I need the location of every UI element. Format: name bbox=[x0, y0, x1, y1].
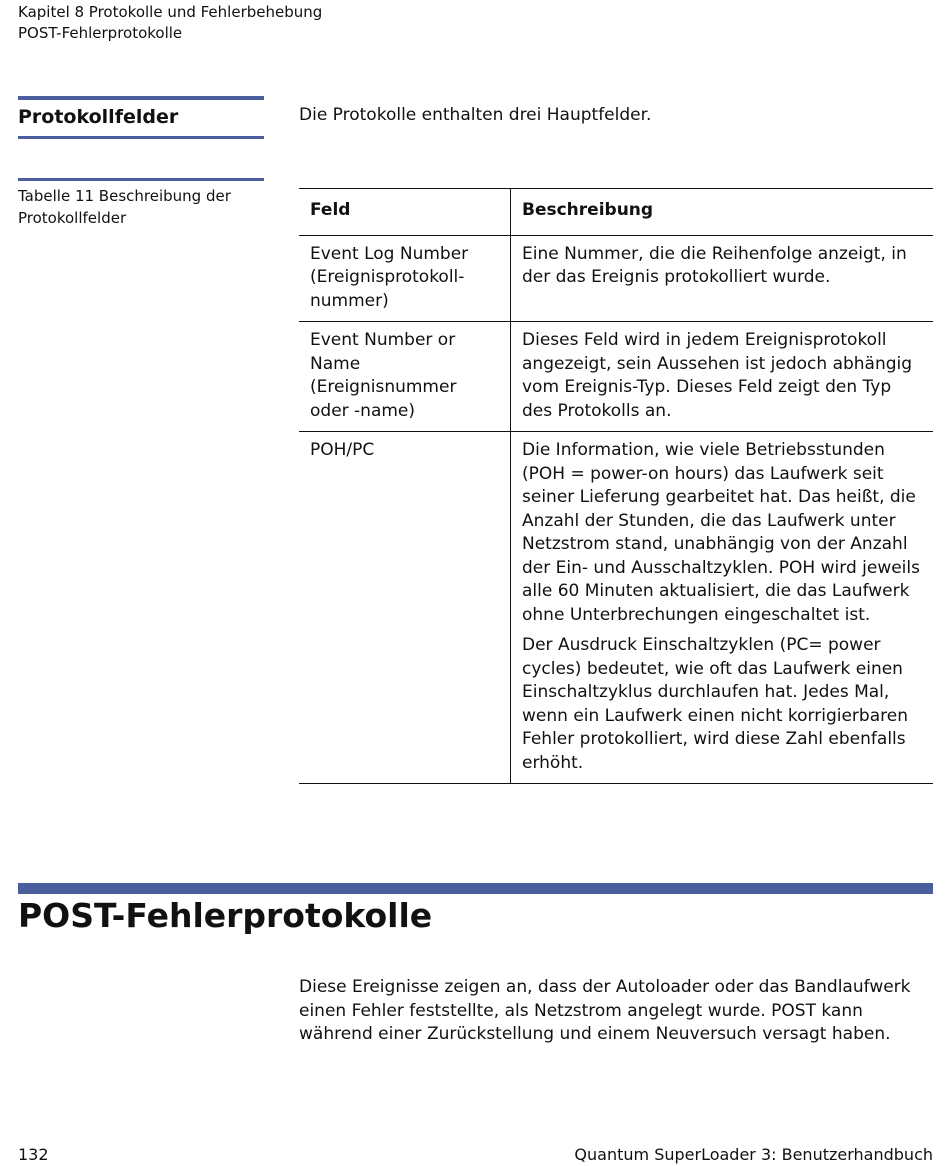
table-cell-field: Event Log Number (Ereignisprotokoll-nummer) bbox=[299, 235, 511, 322]
description-paragraph: Dieses Feld wird in jedem Ereignisprotokoll angezeigt, sein Aussehen ist jedoch abhängig vom Ereignis-Typ. Dieses Feld zeigt den Typ des Protokolls an. bbox=[522, 330, 913, 421]
section-title: POST-Fehlerprotokolle bbox=[18, 896, 433, 935]
section-body-text: Diese Ereignisse zeigen an, dass der Autoloader oder das Bandlaufwerk einen Fehler feststellte, als Netzstrom angelegt wurde. POST kann während einer Zurückstellung und einem Neuversuch versagt haben. bbox=[299, 977, 911, 1044]
section-divider bbox=[18, 883, 933, 894]
side-heading-block bbox=[18, 96, 264, 139]
table-cell-description bbox=[511, 235, 934, 322]
table-caption: Tabelle 11 Beschreibung der Protokollfelder bbox=[18, 187, 231, 227]
page-number: 132 bbox=[18, 1145, 49, 1164]
table-cell-field: POH/PC bbox=[299, 432, 511, 784]
column-header-feld: Feld bbox=[299, 189, 511, 236]
table-row bbox=[299, 432, 933, 784]
running-header-section: POST-Fehlerprotokolle bbox=[18, 24, 183, 42]
column-header-beschreibung: Beschreibung bbox=[511, 189, 934, 236]
description-paragraph: Eine Nummer, die die Reihenfolge anzeigt, in der das Ereignis protokolliert wurde. bbox=[522, 243, 907, 287]
running-header bbox=[18, 2, 322, 44]
description-paragraph: Die Information, wie viele Betriebsstunden (POH = power-on hours) das Laufwerk seit seiner Lieferung gearbeitet hat. Das heißt, die Anzahl der Stunden, die das Laufwerk unter Netzstrom stand, unabhängig von der Anzahl der Ein- und Ausschaltzyklen. POH wird jeweils alle 60 Minuten aktualisiert, die das Laufwerk ohne Unterbrechungen eingeschaltet ist. bbox=[522, 440, 920, 625]
running-header-chapter: Kapitel 8 Protokolle und Fehlerbehebung bbox=[18, 3, 323, 21]
table-header-row bbox=[299, 189, 933, 236]
side-heading-protokollfelder: Protokollfelder bbox=[18, 106, 179, 128]
protokollfelder-table bbox=[299, 188, 933, 784]
intro-text: Die Protokolle enthalten drei Hauptfelder. bbox=[299, 105, 652, 125]
table-row bbox=[299, 235, 933, 322]
footer-book-title: Quantum SuperLoader 3: Benutzerhandbuch bbox=[574, 1145, 933, 1164]
table-row bbox=[299, 322, 933, 432]
description-paragraph: Der Ausdruck Einschaltzyklen (PC= power cycles) bedeutet, wie oft das Laufwerk einen Einschaltzyklus durchlaufen hat. Jedes Mal, wenn ein Laufwerk einen nicht korrigierbaren Fehler protokolliert, wird diese Zahl ebenfalls erhöht. bbox=[522, 635, 908, 773]
table-cell-description bbox=[511, 432, 934, 784]
table-cell-field: Event Number or Name (Ereignisnummer oder -name) bbox=[299, 322, 511, 432]
table-caption-block bbox=[18, 178, 264, 229]
table-cell-description bbox=[511, 322, 934, 432]
